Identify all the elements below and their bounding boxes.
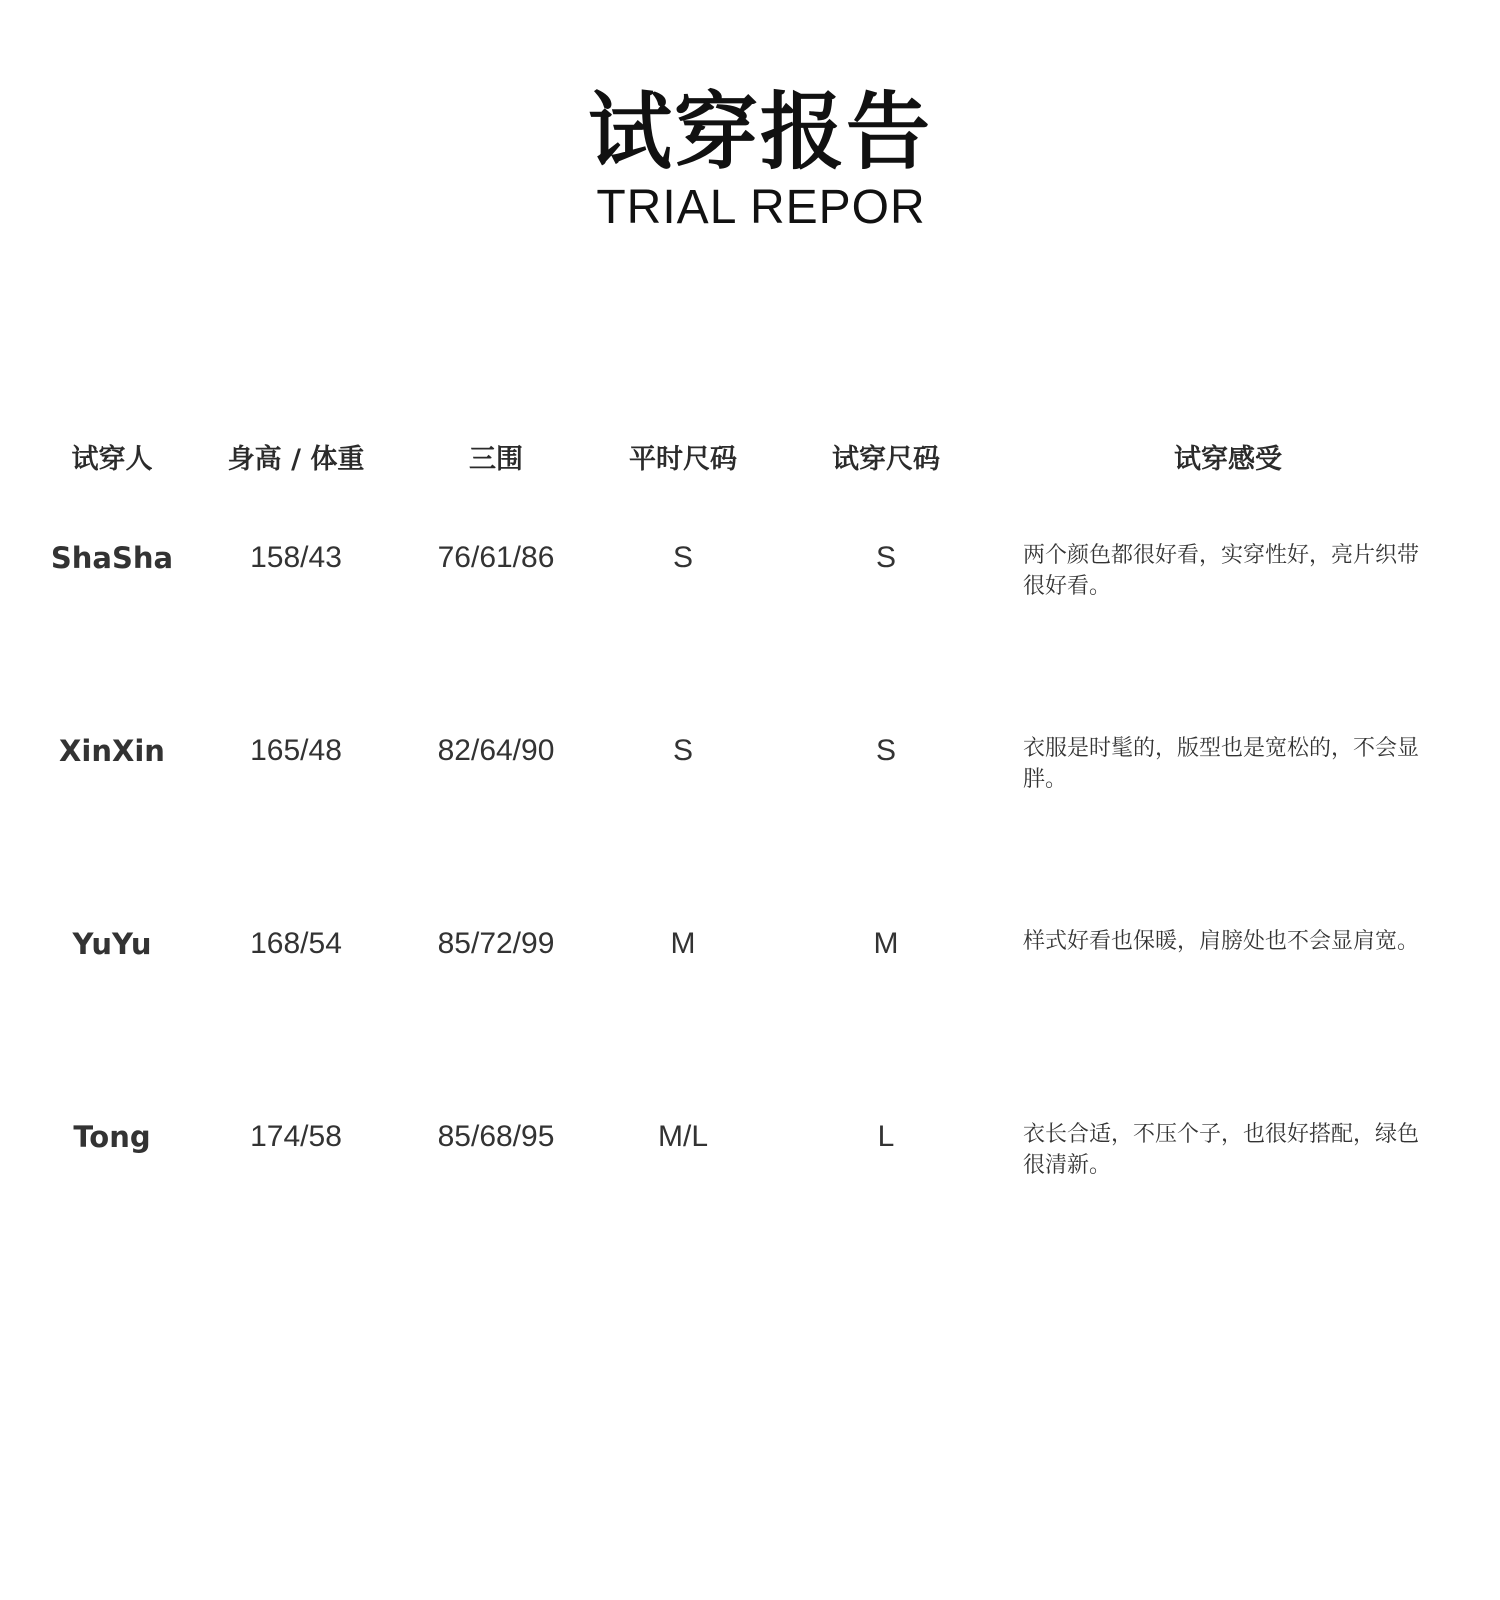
feedback-text: 样式好看也保暖，肩膀处也不会显肩宽。 — [1023, 929, 1420, 954]
table-row — [0, 731, 1500, 851]
header-height-weight: 身高 / 体重 — [227, 444, 365, 475]
tester-name: Tong — [73, 1120, 151, 1154]
measurements: 76/61/86 — [437, 541, 555, 574]
height-weight: 165/48 — [250, 734, 342, 767]
trial-report-table — [0, 430, 1500, 1178]
trial-size: S — [875, 541, 897, 574]
feedback-text: 衣服是时髦的，版型也是宽松的，不会显胖。 — [1023, 736, 1420, 792]
height-weight: 158/43 — [250, 541, 342, 574]
tester-name: XinXin — [59, 734, 165, 768]
trial-size: L — [877, 1120, 895, 1153]
height-weight: 168/54 — [250, 927, 342, 960]
measurements: 82/64/90 — [437, 734, 555, 767]
table-row — [0, 924, 1500, 1044]
usual-size: M — [670, 927, 696, 960]
trial-size: M — [873, 927, 899, 960]
feedback-text: 两个颜色都很好看，实穿性好，亮片织带很好看。 — [1023, 543, 1420, 599]
report-title: 试穿报告 — [587, 83, 932, 181]
header-tester: 试穿人 — [71, 444, 153, 475]
usual-size: S — [672, 541, 694, 574]
table-row — [0, 538, 1500, 658]
usual-size: M/L — [657, 1120, 709, 1153]
trial-size: S — [875, 734, 897, 767]
report-title-block — [0, 82, 1500, 234]
report-subtitle: TRIAL REPOR — [596, 181, 926, 234]
feedback-text: 衣长合适，不压个子，也很好搭配，绿色很清新。 — [1023, 1122, 1420, 1178]
header-feedback: 试穿感受 — [1174, 444, 1282, 475]
tester-name: YuYu — [72, 927, 152, 961]
height-weight: 174/58 — [250, 1120, 342, 1153]
table-row — [0, 1117, 1500, 1237]
tester-name: ShaSha — [50, 541, 174, 575]
header-trial-size: 试穿尺码 — [832, 444, 940, 475]
measurements: 85/68/95 — [437, 1120, 555, 1153]
header-usual-size: 平时尺码 — [629, 444, 737, 475]
measurements: 85/72/99 — [437, 927, 555, 960]
usual-size: S — [672, 734, 694, 767]
header-measurements: 三围 — [469, 444, 523, 475]
table-header-row — [0, 430, 1500, 490]
